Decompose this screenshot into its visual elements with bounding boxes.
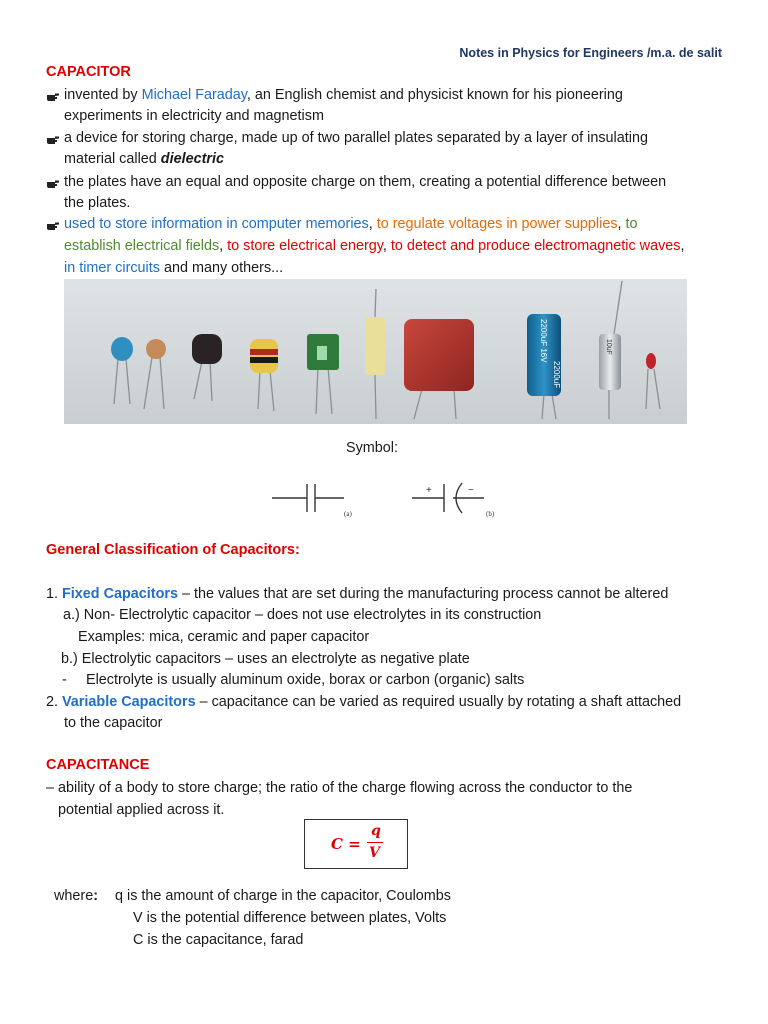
capacitance-heading: CAPACITANCE — [46, 757, 150, 773]
bullet-device: a device for storing charge, made up of two parallel plates separated by a layer of insulating — [64, 130, 648, 146]
non-electrolytic-examples: Examples: mica, ceramic and paper capacitor — [78, 629, 370, 645]
bullet-uses: used to store information in computer memories, to regulate voltages in power supplies, to — [64, 216, 638, 232]
bullet-plates-line2: the plates. — [64, 195, 131, 211]
q-definition: q is the amount of charge in the capacitor, Coulombs — [115, 888, 451, 904]
capacitance-definition-line2: potential applied across it. — [58, 802, 225, 818]
bullet-invented-line2: experiments in electricity and magnetism — [64, 108, 324, 124]
pointing-hand-icon — [46, 178, 60, 190]
electrolytic-note: Electrolyte is usually aluminum oxide, borax or carbon (organic) salts — [86, 672, 525, 688]
capacitor-symbols — [272, 478, 504, 520]
variable-capacitors-line2: to the capacitor — [64, 715, 163, 731]
symbol-a-caption: (a) — [344, 510, 352, 518]
electrolytic-note-dash: - — [62, 672, 67, 688]
electrolytic-label: 2200uF 16V — [539, 319, 548, 363]
electrolytic-item: b.) Electrolytic capacitors – uses an electrolyte as negative plate — [61, 651, 470, 667]
bullet-device-line2: material called dielectric — [64, 151, 224, 167]
bullet-invented: invented by Michael Faraday, an English chemist and physicist known for his pioneering — [64, 87, 623, 103]
classification-heading: General Classification of Capacitors: — [46, 542, 300, 558]
page-header: Notes in Physics for Engineers /m.a. de salit — [459, 46, 722, 60]
variable-capacitors-item: 2. Variable Capacitors – capacitance can be varied as required usually by rotating a shaft attached — [46, 694, 682, 710]
bullet-uses-line2: establish electrical fields, to store electrical energy, to detect and produce electromagnetic waves, — [64, 238, 685, 254]
electrolytic-label-2: 2200uF — [552, 361, 561, 389]
capacitance-definition: – ability of a body to store charge; the ratio of the charge flowing across the conductor to the — [46, 780, 633, 796]
silver-cap-label: 10uF — [605, 339, 612, 355]
symbol-minus: − — [468, 485, 474, 496]
bullet-uses-line3: in timer circuits and many others... — [64, 260, 284, 276]
pointing-hand-icon — [46, 91, 60, 103]
fixed-capacitors-term: Fixed Capacitors — [62, 586, 178, 602]
where-label: where: — [54, 888, 98, 904]
dielectric-term: dielectric — [160, 151, 224, 167]
c-definition: C is the capacitance, farad — [133, 932, 304, 948]
capacitors-illustration — [64, 279, 687, 424]
formula-denominator: V — [369, 845, 380, 861]
symbol-b-caption: (b) — [486, 510, 495, 518]
faraday-name: Michael Faraday — [141, 87, 247, 103]
pointing-hand-icon — [46, 134, 60, 146]
bullet-plates: the plates have an equal and opposite charge on them, creating a potential difference between — [64, 174, 667, 190]
capacitance-formula — [304, 819, 408, 869]
formula-lhs: C = — [331, 835, 361, 853]
capacitors-photo — [64, 279, 687, 424]
variable-capacitors-term: Variable Capacitors — [62, 694, 196, 710]
pointing-hand-icon — [46, 220, 60, 232]
formula-fraction-bar — [367, 842, 383, 843]
symbol-label: Symbol: — [346, 440, 398, 456]
v-definition: V is the potential difference between plates, Volts — [133, 910, 447, 926]
capacitor-heading: CAPACITOR — [46, 64, 131, 80]
formula-numerator: q — [371, 823, 381, 839]
fixed-capacitors-item: 1. Fixed Capacitors – the values that are set during the manufacturing process cannot be altered — [46, 586, 669, 602]
symbol-plus: + — [426, 485, 432, 496]
non-electrolytic-item: a.) Non- Electrolytic capacitor – does not use electrolytes in its construction — [63, 607, 542, 623]
